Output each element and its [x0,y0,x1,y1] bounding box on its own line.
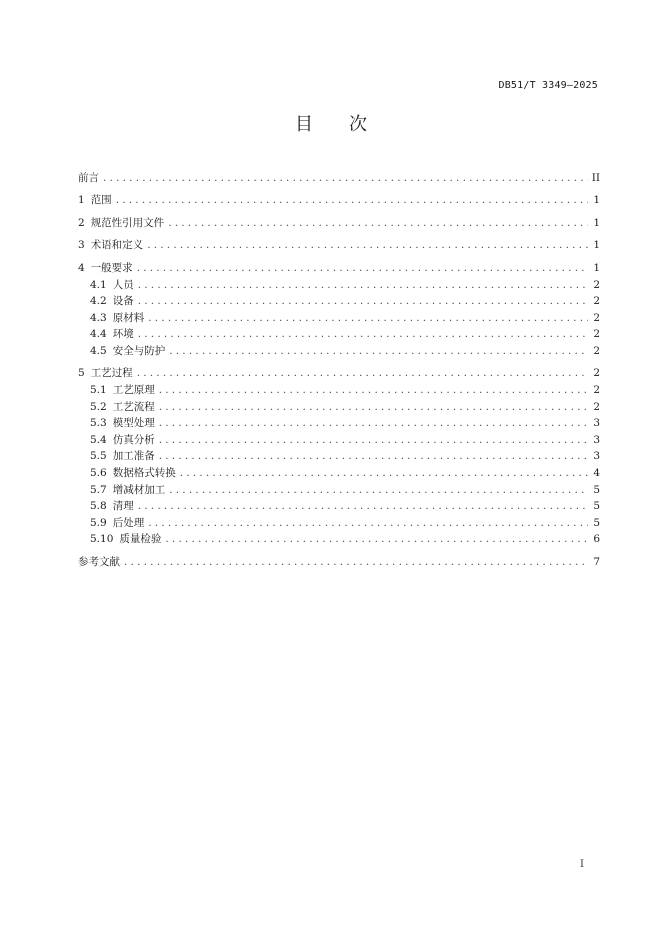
toc-entry-label: 人员 [112,278,134,291]
toc-entry[interactable] [78,215,600,232]
toc-entry-page: 5 [593,516,600,529]
toc-entry-page: 2 [593,295,600,308]
toc-entry-page: 3 [593,450,600,463]
toc-entry[interactable] [78,260,600,277]
toc-entry-label: 数据格式转换 [112,466,176,479]
toc-entry[interactable] [78,382,600,399]
toc-dot-leader [137,260,588,277]
toc-dot-leader [147,237,588,254]
toc-entry-number: 5.2 [90,400,107,413]
toc-entry-page: 2 [593,278,600,291]
toc-entry-label: 加工准备 [112,450,155,463]
toc-entry-page: 1 [593,239,600,252]
toc-entry-number: 4.2 [90,295,107,308]
toc-entry[interactable] [78,448,600,465]
toc-title: 目次 [295,114,403,135]
toc-entry-page: 2 [593,367,600,380]
toc-entry[interactable] [78,310,600,327]
toc-entry[interactable] [78,192,600,209]
toc-dot-leader [138,326,588,343]
toc-entry-page: 1 [593,194,600,207]
toc-entry-label: 工艺原理 [112,383,155,396]
toc-entry-page: 3 [593,433,600,446]
toc-entry-label: 范围 [90,194,112,207]
toc-entry[interactable] [78,482,600,499]
toc-entry-number: 4.5 [90,344,107,357]
toc-entry[interactable] [78,498,600,515]
toc-entry-label: 工艺流程 [112,400,155,413]
toc-entry-page: 2 [593,328,600,341]
toc-entry-label: 工艺过程 [90,367,133,380]
page-number: I [580,859,584,870]
toc-entry[interactable] [78,515,600,532]
toc-entry-label: 术语和定义 [90,239,144,252]
toc-dot-leader [137,365,588,382]
toc-entry[interactable] [78,170,600,187]
toc-entry-label: 质量检验 [119,533,162,546]
toc-entry-number: 4 [78,261,85,274]
toc-dot-leader [169,343,588,360]
toc-entry-label: 安全与防护 [112,344,166,357]
toc-entry-page: 2 [593,344,600,357]
toc-entry-page: II [591,172,600,184]
toc-dot-leader [159,448,588,465]
toc-dot-leader [180,465,588,482]
toc-dot-leader [159,399,588,416]
toc-dot-leader [159,415,588,432]
toc-entry[interactable] [78,465,600,482]
toc-entry-page: 4 [593,466,600,479]
toc-entry-number: 4.1 [90,278,107,291]
toc-entry-label: 设备 [112,295,134,308]
toc-entry[interactable] [78,365,600,382]
toc-entry-number: 5.5 [90,450,107,463]
toc-entry-label: 一般要求 [90,261,133,274]
toc-entry-number: 5.3 [90,417,107,430]
toc-dot-leader [116,192,588,209]
toc-entry-number: 5.7 [90,483,107,496]
toc-entry-label: 仿真分析 [112,433,155,446]
toc-dot-leader [159,382,588,399]
toc-entry[interactable] [78,554,600,571]
toc-entry[interactable] [78,237,600,254]
toc-entry-number: 4.3 [90,311,107,324]
toc-entry-number: 5.8 [90,500,107,513]
toc-entry-number: 3 [78,239,85,252]
toc-entry[interactable] [78,293,600,310]
toc-entry-page: 2 [593,400,600,413]
table-of-contents [78,170,600,570]
toc-entry-label: 清理 [112,500,134,513]
toc-entry[interactable] [78,432,600,449]
toc-entry[interactable] [78,415,600,432]
toc-entry-page: 5 [593,483,600,496]
toc-entry-page: 5 [593,500,600,513]
toc-entry-number: 5.1 [90,383,107,396]
toc-entry-page: 7 [593,555,600,568]
toc-dot-leader [138,498,588,515]
toc-entry-number: 2 [78,216,85,229]
toc-dot-leader [138,293,588,310]
toc-entry-page: 1 [593,261,600,274]
toc-entry-page: 6 [593,533,600,546]
toc-entry[interactable] [78,343,600,360]
toc-entry[interactable] [78,531,600,548]
toc-dot-leader [148,310,588,327]
document-code: DB51/T 3349—2025 [498,80,598,91]
toc-entry-label: 环境 [112,328,134,341]
toc-dot-leader [165,531,588,548]
toc-dot-leader [138,277,588,294]
toc-entry-number: 5.9 [90,516,107,529]
toc-dot-leader [168,215,588,232]
toc-entry-number: 5.10 [90,533,114,546]
toc-entry-label: 前言 [78,172,99,184]
toc-entry-number: 5 [78,367,85,380]
toc-entry[interactable] [78,399,600,416]
toc-entry-label: 增减材加工 [112,483,166,496]
toc-entry-number: 4.4 [90,328,107,341]
toc-dot-leader [103,170,588,187]
toc-entry[interactable] [78,277,600,294]
toc-entry-label: 原材料 [112,311,145,324]
toc-entry-label: 规范性引用文件 [90,216,165,229]
toc-dot-leader [124,554,588,571]
toc-entry-page: 2 [593,383,600,396]
toc-entry-number: 1 [78,194,85,207]
toc-dot-leader [169,482,588,499]
toc-entry-label: 参考文献 [78,555,120,568]
toc-entry-page: 1 [593,216,600,229]
toc-entry-label: 模型处理 [112,417,155,430]
toc-entry-page: 3 [593,417,600,430]
toc-dot-leader [159,432,588,449]
toc-entry-label: 后处理 [112,516,145,529]
toc-entry-number: 5.6 [90,466,107,479]
toc-entry[interactable] [78,326,600,343]
toc-entry-number: 5.4 [90,433,107,446]
toc-dot-leader [148,515,588,532]
toc-entry-page: 2 [593,311,600,324]
